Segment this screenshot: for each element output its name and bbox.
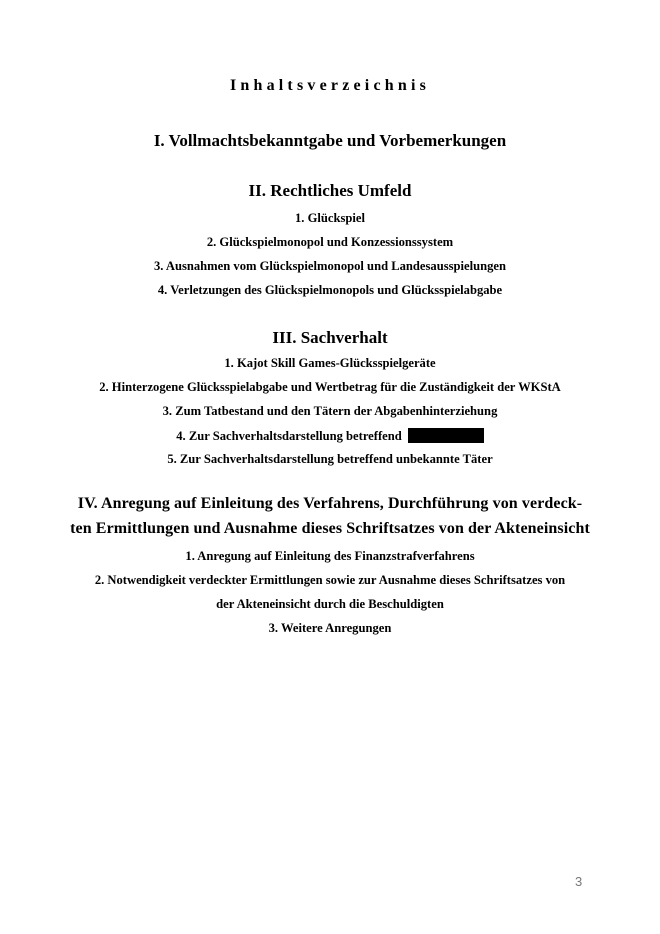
- section-3-item-3: 3. Zum Tatbestand und den Tätern der Abgabenhinterziehung: [162, 404, 498, 418]
- section-2-item-4: 4. Verletzungen des Glückspielmonopols und Glücksspielabgabe: [157, 283, 503, 297]
- page-number: 3: [575, 874, 583, 889]
- section-4-heading-line-1: IV. Anregung auf Einleitung des Verfahrens, Durchführung von verdeck-: [77, 495, 583, 512]
- section-1-heading: I. Vollmachtsbekanntgabe und Vorbemerkungen: [153, 131, 507, 150]
- section-4-item-2: 2. Notwendigkeit verdeckter Ermittlungen sowie zur Ausnahme dieses Schriftsatzes von: [94, 573, 566, 587]
- section-4-item-2-continued: der Akteneinsicht durch die Beschuldigten: [216, 597, 444, 611]
- toc-title: Inhaltsverzeichnis: [229, 77, 431, 94]
- section-3-item-5: 5. Zur Sachverhaltsdarstellung betreffend unbekannte Täter: [167, 452, 493, 466]
- section-4-heading-line-2: ten Ermittlungen und Ausnahme dieses Schriftsatzes von der Akteneinsicht: [70, 520, 590, 537]
- section-3-item-4-text: 4. Zur Sachverhaltsdarstellung betreffend: [176, 429, 402, 443]
- section-2-item-2: 2. Glückspielmonopol und Konzessionssystem: [206, 235, 454, 249]
- section-2-heading: II. Rechtliches Umfeld: [248, 181, 412, 200]
- section-4-item-1: 1. Anregung auf Einleitung des Finanzstrafverfahrens: [185, 549, 475, 563]
- section-3-item-4: [0, 428, 660, 444]
- section-4-item-3: 3. Weitere Anregungen: [268, 621, 392, 635]
- section-2-item-1: 1. Glückspiel: [295, 211, 365, 225]
- section-3-item-2: 2. Hinterzogene Glücksspielabgabe und Wertbetrag für die Zuständigkeit der WKStA: [99, 380, 561, 394]
- section-3-heading: III. Sachverhalt: [272, 328, 388, 347]
- redaction-bar: [408, 428, 484, 443]
- section-2-item-3: 3. Ausnahmen vom Glückspielmonopol und Landesausspielungen: [153, 259, 507, 273]
- section-3-item-1: 1. Kajot Skill Games-Glücksspielgeräte: [224, 356, 436, 370]
